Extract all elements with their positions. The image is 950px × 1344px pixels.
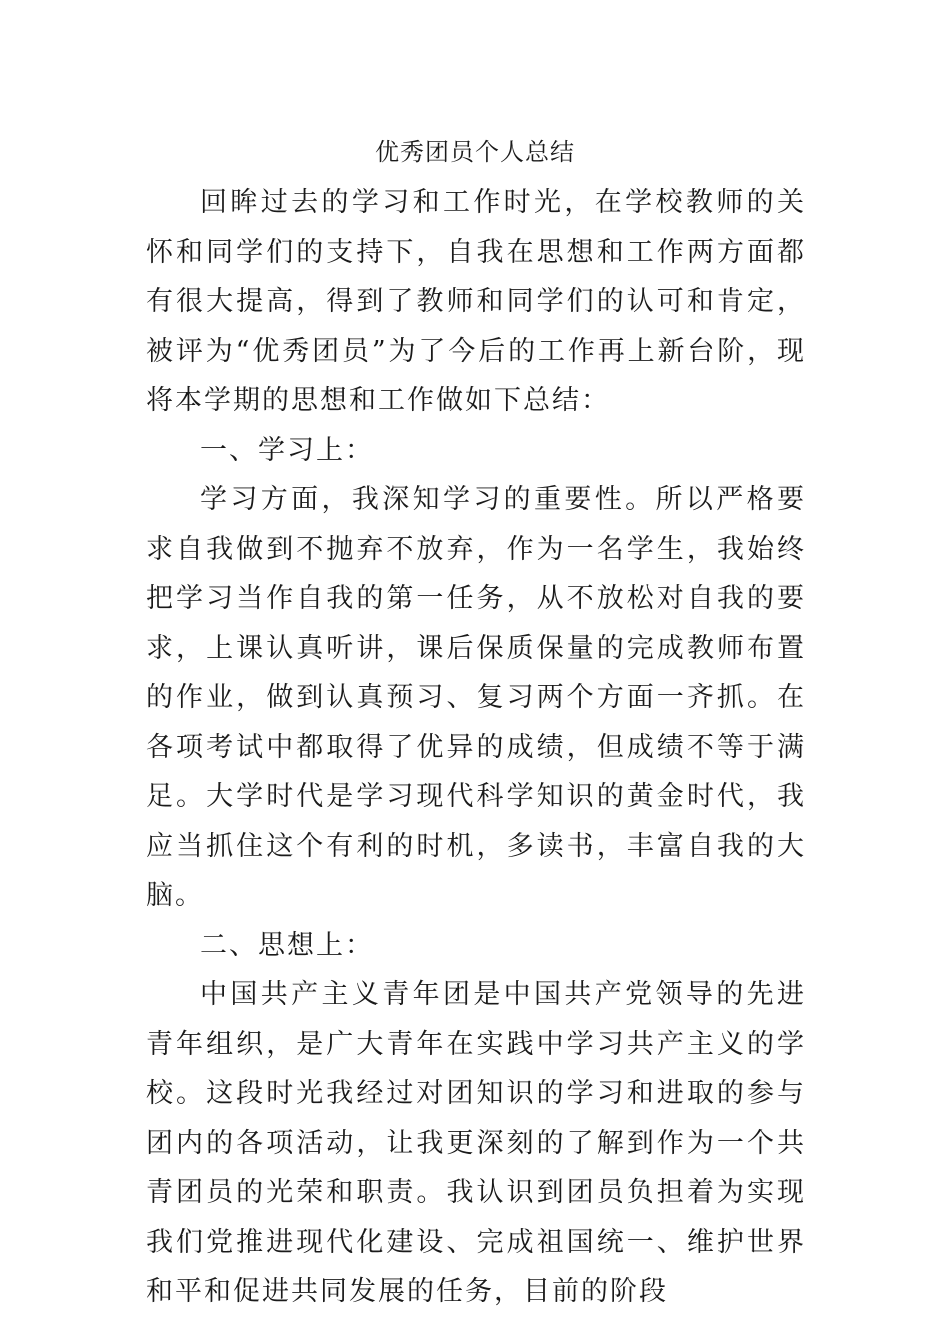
section-paragraph-study: 学习方面，我深知学习的重要性。所以严格要求自我做到不抛弃不放弃，作为一名学生，我始终把学习当作自我的第一任务，从不放松对自我的要求，上课认真听讲，课后保质保量的完成教师布置的作业，做到认真预习、复习两个方面一齐抓。在各项考试中都取得了优异的成绩，但成绩不等于满足。大学时代是学习现代科学知识的黄金时代，我应当抓住这个有利的时机，多读书，丰富自我的大脑。 bbox=[146, 484, 806, 911]
section-heading-thought: 二、思想上： bbox=[200, 929, 374, 961]
intro-paragraph: 回眸过去的学习和工作时光，在学校教师的关怀和同学们的支持下，自我在思想和工作两方面都有很大提高，得到了教师和同学们的认可和肯定，被评为“优秀团员”为了今后的工作再上新台阶，现将本学期的思想和工作做如下总结： bbox=[146, 187, 806, 416]
document-title: 优秀团员个人总结 bbox=[375, 138, 575, 166]
section-heading-study: 一、学习上： bbox=[200, 434, 374, 466]
section-paragraph-thought: 中国共产主义青年团是中国共产党领导的先进青年组织，是广大青年在实践中学习共产主义的学校。这段时光我经过对团知识的学习和进取的参与团内的各项活动，让我更深刻的了解到作为一个共青团员的光荣和职责。我认识到团员负担着为实现我们党推进现代化建设、完成祖国统一、维护世界和平和促进共同发展的任务，目前的阶段 bbox=[146, 979, 806, 1307]
document-body bbox=[146, 178, 806, 1317]
